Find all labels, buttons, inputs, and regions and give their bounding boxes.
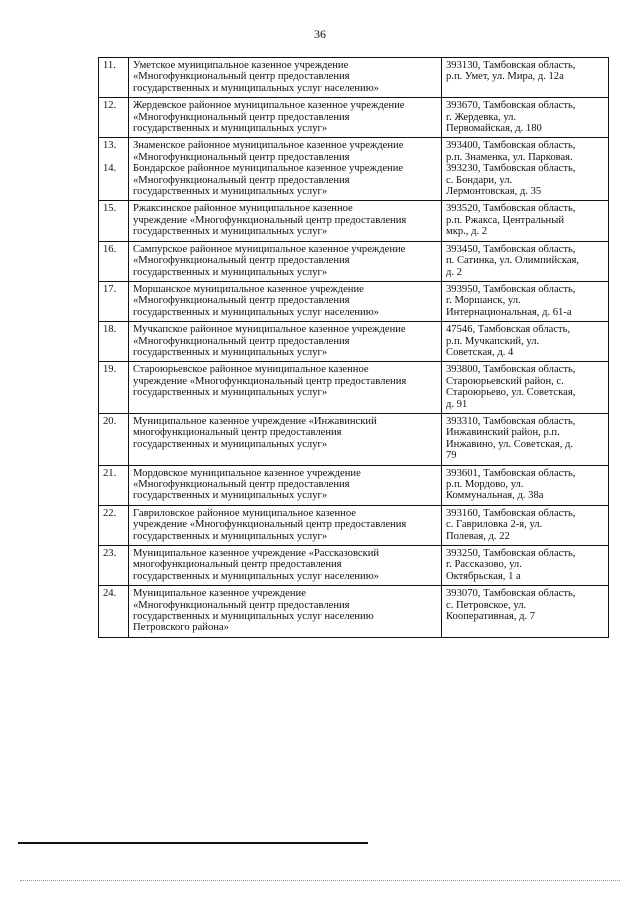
row-number: 18. [103, 324, 117, 336]
address-line: д. 91 [446, 398, 468, 410]
address-line: 393800, Тамбовская область, [446, 364, 576, 376]
address-line: 393670, Тамбовская область, [446, 100, 576, 112]
address-line: р.п. Мордово, ул. [446, 479, 524, 490]
row-number: 20. [103, 415, 117, 427]
page-number: 36 [314, 27, 326, 41]
institution-name-cell [129, 241, 442, 281]
institution-name-line: «Многофункциональный центр предоставления [133, 295, 350, 307]
row-number-cell [99, 546, 129, 586]
institution-name-line: Мордовское муниципальное казенное учреждение [133, 467, 361, 479]
table-body [99, 58, 609, 638]
address-line: 393160, Тамбовская область, [446, 507, 576, 519]
address-line: Инжавино, ул. Советская, д. [446, 438, 574, 450]
institution-name-line: Муниципальное казенное учреждение «Рассказовский [133, 548, 380, 560]
row-number: 15. [103, 203, 117, 215]
address-line: Октябрьская, 1 а [446, 570, 521, 582]
institution-name-cell [129, 58, 442, 98]
institution-name-cell [129, 505, 442, 545]
institution-name-cell [129, 465, 442, 505]
table-row [99, 586, 609, 638]
institution-name-line: «Многофункциональный центр предоставления [133, 479, 350, 490]
institution-name-line: Моршанское муниципальное казенное учреждение [133, 283, 364, 295]
institution-name-line: государственных и муниципальных услуг населению [133, 611, 374, 623]
institution-name-cell [129, 413, 442, 465]
address-cell [442, 98, 609, 138]
address-line: р.п. Умет, ул. Мира, д. 12а [446, 71, 564, 83]
table-row [99, 413, 609, 465]
institution-name-line: государственных и муниципальных услуг населению» [133, 82, 379, 94]
institution-name-line: Жердевское районное муниципальное казенное учреждение [133, 100, 405, 112]
institution-name-line: государственных и муниципальных услуг» [133, 346, 328, 358]
row-number: 11. [103, 60, 116, 71]
institution-name-line: «Многофункциональный центр предоставления [133, 151, 350, 163]
address-line: г. Жердевка, ул. [446, 111, 517, 123]
table-row [99, 362, 609, 414]
address-line: г. Рассказово, ул. [446, 559, 522, 571]
address-line: 393400, Тамбовская область, [446, 140, 576, 152]
institution-name-line: государственных и муниципальных услуг» [133, 186, 328, 198]
row-number: 24. [103, 588, 117, 600]
address-line: 393070, Тамбовская область, [446, 588, 576, 600]
table-row [99, 138, 609, 201]
table-row [99, 241, 609, 281]
institution-name-line: «Многофункциональный центр предоставления [133, 111, 350, 123]
address-cell [442, 281, 609, 321]
address-line: мкр., д. 2 [446, 226, 488, 238]
table-row [99, 98, 609, 138]
table-row [99, 281, 609, 321]
address-line: 393130, Тамбовская область, [446, 60, 576, 71]
institution-name-line: государственных и муниципальных услуг» [133, 530, 328, 542]
institution-name-line: «Многофункциональный центр предоставления [133, 599, 350, 611]
institution-name-cell [129, 546, 442, 586]
row-number-cell [99, 138, 129, 201]
address-line: 393950, Тамбовская область, [446, 283, 576, 295]
institution-name-line: Староюрьевское районное муниципальное казенное [133, 364, 369, 376]
row-number-cell [99, 58, 129, 98]
table-row [99, 465, 609, 505]
row-number: 22. [103, 507, 117, 519]
address-line: 393310, Тамбовская область, [446, 415, 576, 427]
address-line: Староюрьевский район, с. [446, 375, 564, 387]
row-number-cell [99, 241, 129, 281]
address-line: 393250, Тамбовская область, [446, 548, 576, 560]
institution-name-line: «Многофункциональный центр предоставления [133, 255, 350, 267]
address-line: 393230, Тамбовская область, [446, 163, 576, 175]
institution-name-line: государственных и муниципальных услуг населению» [133, 306, 379, 318]
address-line: д. 2 [446, 266, 462, 278]
address-line: п. Сатинка, ул. Олимпийская, [446, 255, 580, 267]
institution-name-line: учреждение «Многофункциональный центр предоставления [133, 519, 407, 531]
row-number-cell [99, 465, 129, 505]
row-number: 17. [103, 283, 117, 295]
table-row [99, 546, 609, 586]
table-row [99, 505, 609, 545]
address-line: Лермонтовская, д. 35 [446, 186, 542, 198]
address-line: р.п. Ржакса, Центральный [446, 214, 564, 226]
footer-rule [18, 842, 368, 844]
institution-name-line: Гавриловское районное муниципальное казенное [133, 507, 356, 519]
table-row [99, 201, 609, 241]
address-cell [442, 138, 609, 201]
address-cell [442, 58, 609, 98]
row-number: 12. [103, 100, 117, 112]
row-number-cell [99, 586, 129, 638]
institution-name-line: Сампурское районное муниципальное казенное учреждение [133, 243, 406, 255]
address-cell [442, 546, 609, 586]
row-number-cell [99, 281, 129, 321]
address-line: 393601, Тамбовская область, [446, 467, 576, 479]
row-number-cell [99, 413, 129, 465]
address-line: с. Петровское, ул. [446, 599, 527, 611]
address-line: 47546, Тамбовская область, [446, 324, 571, 336]
address-cell [442, 241, 609, 281]
institution-name-cell [129, 322, 442, 362]
address-line: с. Бондари, ул. [446, 174, 513, 186]
address-line: Инжавинский район, р.п. [446, 427, 560, 439]
mfc-registry-table [98, 57, 609, 638]
address-line: р.п. Мучкапский, ул. [446, 335, 540, 347]
row-number-cell [99, 322, 129, 362]
institution-name-cell [129, 98, 442, 138]
row-number-cell [99, 98, 129, 138]
address-cell [442, 362, 609, 414]
institution-name-line: многофункциональный центр предоставления [133, 427, 342, 439]
institution-name-line: «Многофункциональный центр предоставления [133, 71, 350, 83]
row-number-cell [99, 362, 129, 414]
address-line: 393520, Тамбовская область, [446, 203, 576, 215]
institution-name-line: многофункциональный центр предоставления [133, 559, 342, 571]
institution-name-line: Бондарское районное муниципальное казенное учреждение [133, 163, 404, 175]
institution-name-line: Мучкапское районное муниципальное казенное учреждение [133, 324, 406, 336]
institution-name-line: Знаменское районное муниципальное казенное учреждение [133, 140, 404, 152]
address-line: г. Моршанск, ул. [446, 295, 521, 307]
row-number-cell [99, 201, 129, 241]
address-line: Интернациональная, д. 61-а [446, 306, 572, 318]
institution-name-line: учреждение «Многофункциональный центр предоставления [133, 375, 407, 387]
institution-name-line: государственных и муниципальных услуг» [133, 438, 328, 450]
institution-name-line: Уметское муниципальное казенное учреждение [133, 60, 349, 71]
address-cell [442, 586, 609, 638]
address-line: р.п. Знаменка, ул. Парковая. [446, 151, 573, 163]
institution-name-cell [129, 586, 442, 638]
row-number: 21. [103, 467, 117, 479]
address-line: 393450, Тамбовская область, [446, 243, 576, 255]
table-row [99, 58, 609, 98]
row-number: 23. [103, 548, 117, 560]
institution-name-line: Муниципальное казенное учреждение «Инжавинский [133, 415, 377, 427]
address-cell [442, 201, 609, 241]
scan-artifact-line [20, 880, 620, 882]
address-line: Первомайская, д. 180 [446, 123, 542, 135]
address-line: с. Гавриловка 2-я, ул. [446, 519, 543, 531]
institution-name-line: Муниципальное казенное учреждение [133, 588, 306, 600]
row-number: 14. [103, 163, 117, 175]
table-row [99, 322, 609, 362]
institution-name-cell [129, 281, 442, 321]
institution-name-line: учреждение «Многофункциональный центр предоставления [133, 214, 407, 226]
address-cell [442, 322, 609, 362]
institution-name-line: государственных и муниципальных услуг населению» [133, 570, 379, 582]
address-line: Полевая, д. 22 [446, 530, 510, 542]
address-line: 79 [446, 450, 457, 462]
address-line: Советская, д. 4 [446, 346, 514, 358]
institution-name-cell [129, 201, 442, 241]
institution-name-line: государственных и муниципальных услуг» [133, 266, 328, 278]
institution-name-line: государственных и муниципальных услуг» [133, 490, 328, 502]
address-line: Коммунальная, д. 38а [446, 490, 544, 502]
institution-name-line: Ржаксинское районное муниципальное казенное [133, 203, 353, 215]
address-line: Староюрьево, ул. Советская, [446, 387, 576, 399]
institution-name-line: государственных и муниципальных услуг» [133, 387, 328, 399]
row-number: 19. [103, 364, 117, 376]
address-line: Кооперативная, д. 7 [446, 611, 536, 623]
institution-name-line: Петровского района» [133, 622, 229, 634]
institution-name-line: государственных и муниципальных услуг» [133, 226, 328, 238]
institution-name-cell [129, 362, 442, 414]
institution-name-line: «Многофункциональный центр предоставления [133, 174, 350, 186]
address-cell [442, 465, 609, 505]
institution-name-cell [129, 138, 442, 201]
row-number [103, 152, 124, 163]
address-cell [442, 505, 609, 545]
institution-name-line: государственных и муниципальных услуг» [133, 123, 328, 135]
row-number: 13. [103, 140, 117, 152]
row-number: 16. [103, 243, 117, 255]
row-number-cell [99, 505, 129, 545]
institution-name-line: «Многофункциональный центр предоставления [133, 335, 350, 347]
address-cell [442, 413, 609, 465]
